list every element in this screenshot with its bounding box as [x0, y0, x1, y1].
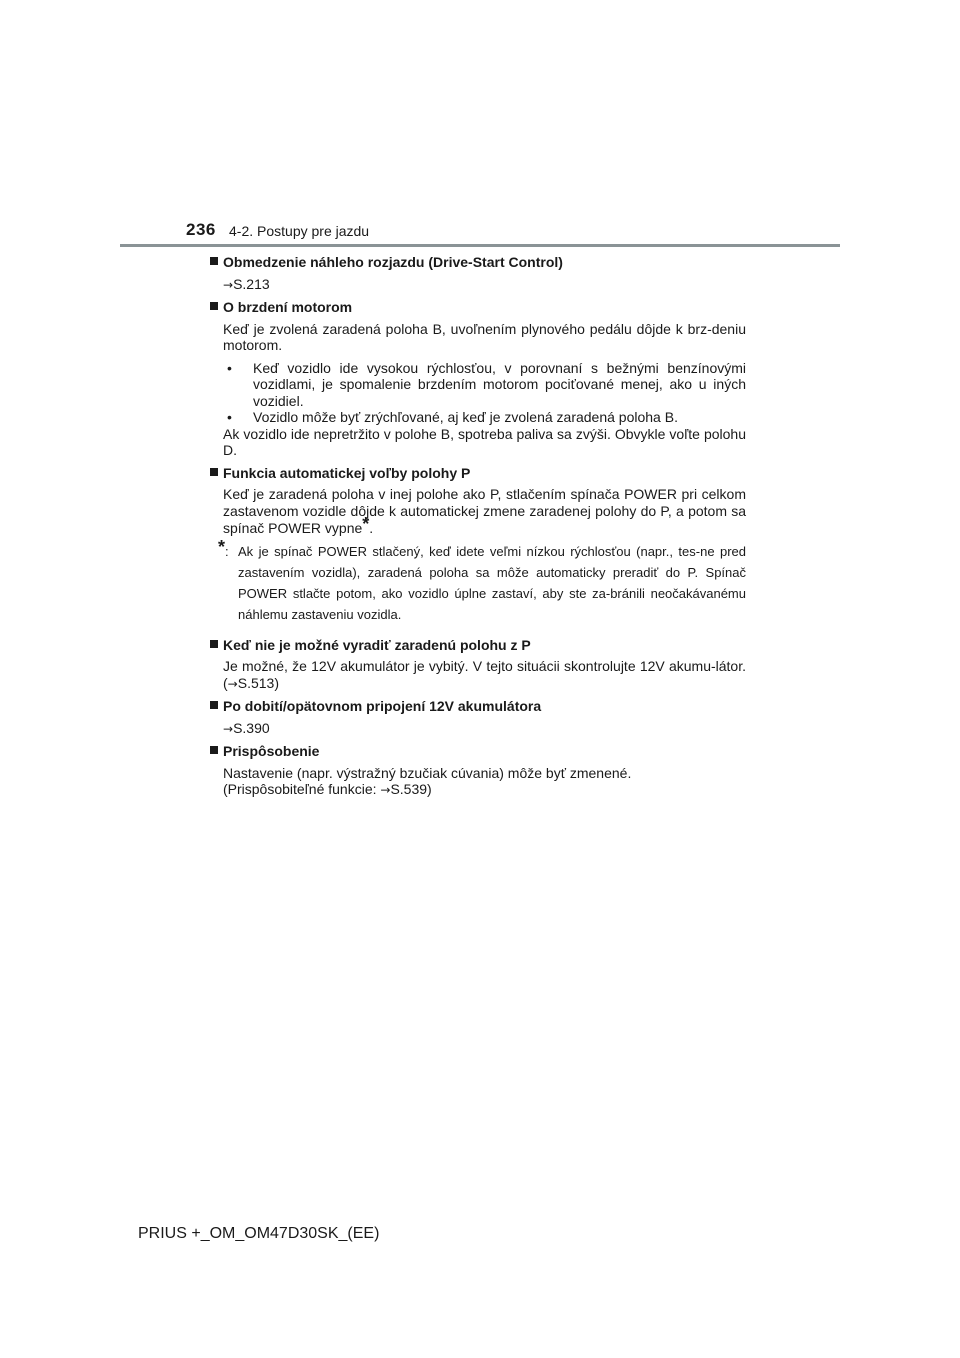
square-bullet-icon [210, 746, 218, 754]
section-engine-braking [210, 299, 746, 459]
section-customization [210, 743, 746, 799]
section-heading [210, 637, 746, 654]
bullet-icon: • [227, 359, 232, 376]
reference-link[interactable]: S.390 [233, 719, 270, 736]
section-cannot-shift-from-p [210, 637, 746, 693]
section-heading [210, 254, 746, 271]
page-reference [210, 720, 746, 738]
page-number: 236 [186, 220, 216, 239]
paragraph-end: ) [427, 781, 432, 797]
square-bullet-icon [210, 468, 218, 476]
section-battery-reconnect [210, 698, 746, 737]
heading-text: O brzdení motorom [223, 299, 353, 315]
chapter-title: 4-2. Postupy pre jazdu [229, 223, 370, 239]
document-id: PRIUS +_OM_OM47D30SK_(EE) [138, 1225, 380, 1242]
square-bullet-icon [210, 701, 218, 709]
square-bullet-icon [210, 257, 218, 265]
heading-text: Prispôsobenie [223, 743, 320, 759]
arrow-right-icon: → [223, 721, 234, 736]
paragraph [210, 486, 746, 537]
bullet-icon: • [227, 409, 232, 425]
footnote-colon: : [225, 543, 229, 559]
bullet-text: Keď vozidlo ide vysokou rýchlosťou, v porovnaní s bežnými benzínovými vozidlami, je spomalenie brzdením motorom pociťované menej, ako u iných vozidiel. [253, 359, 746, 409]
footnote [210, 536, 746, 625]
heading-text: Keď nie je možné vyradiť zaradenú polohu z P [223, 636, 531, 653]
square-bullet-icon [210, 302, 218, 310]
paragraph-text: (Prispôsobiteľné funkcie: [223, 781, 381, 797]
paragraph-end: . [369, 520, 374, 536]
paragraph [210, 781, 746, 799]
paragraph: Nastavenie (napr. výstražný bzučiak cúvania) môže byť zmenené. [223, 764, 632, 781]
reference-link[interactable]: S.539 [390, 781, 428, 797]
section-heading [210, 299, 746, 316]
paragraph: Keď je zvolená zaradená poloha B, uvoľnením plynového pedálu dôjde k brz-deniu motorom. [223, 320, 746, 353]
section-heading [210, 743, 746, 760]
paragraph-text: Je možné, že 12V akumulátor je vybitý. V tejto situácii skontrolujte 12V akumu-látor. ( [223, 658, 746, 691]
bullet-text: Vozidlo môže byť zrýchľované, aj keď je zvolená zaradená poloha B. [253, 409, 678, 425]
reference-link[interactable]: S.213 [233, 275, 270, 292]
arrow-right-icon: → [380, 783, 391, 797]
paragraph-text: Keď je zaradená poloha v inej polohe ako P, stlačením spínača POWER pri celkom zastavenom vozidle dôjde k automatickej zmene zaradenej polohy do P, a potom sa spínač POWER vypne [223, 486, 746, 536]
asterisk-mark: * [362, 514, 370, 534]
square-bullet-icon [210, 640, 218, 648]
header-divider [120, 244, 840, 247]
paragraph-end: ) [274, 674, 279, 691]
page-content [210, 254, 746, 805]
reference-link[interactable]: S.513 [237, 674, 275, 691]
arrow-right-icon: → [227, 676, 238, 691]
page-reference [210, 276, 746, 294]
heading-text: Obmedzenie náhleho rozjazdu (Drive-Start Control) [223, 254, 563, 270]
paragraph: Ak vozidlo ide nepretržito v polohe B, spotreba paliva sa zvýši. Obvykle voľte polohu D. [223, 425, 746, 458]
footnote-marker [218, 536, 229, 562]
section-heading [210, 698, 746, 715]
asterisk-mark: * [218, 536, 226, 557]
section-auto-p-selection [210, 465, 746, 625]
paragraph [210, 658, 746, 692]
heading-text: Po dobití/opätovnom pripojení 12V akumulátora [223, 698, 542, 714]
bullet-item [223, 360, 746, 410]
section-drive-start-control [210, 254, 746, 293]
arrow-right-icon: → [223, 277, 234, 292]
footnote-text: Ak je spínač POWER stlačený, keď idete veľmi nízkou rýchlosťou (napr., tes-ne pred zastavením vozidla), zaradená poloha sa môže automaticky preradiť do P. Spínač POWER stlačte potom, ako vozidlo úplne zastaví, aby ste za-bránili neočakávanému náhlemu zastaveniu vozidla. [238, 543, 746, 622]
heading-text: Funkcia automatickej voľby polohy P [223, 464, 471, 481]
section-heading [210, 465, 746, 482]
bullet-item [223, 409, 746, 426]
